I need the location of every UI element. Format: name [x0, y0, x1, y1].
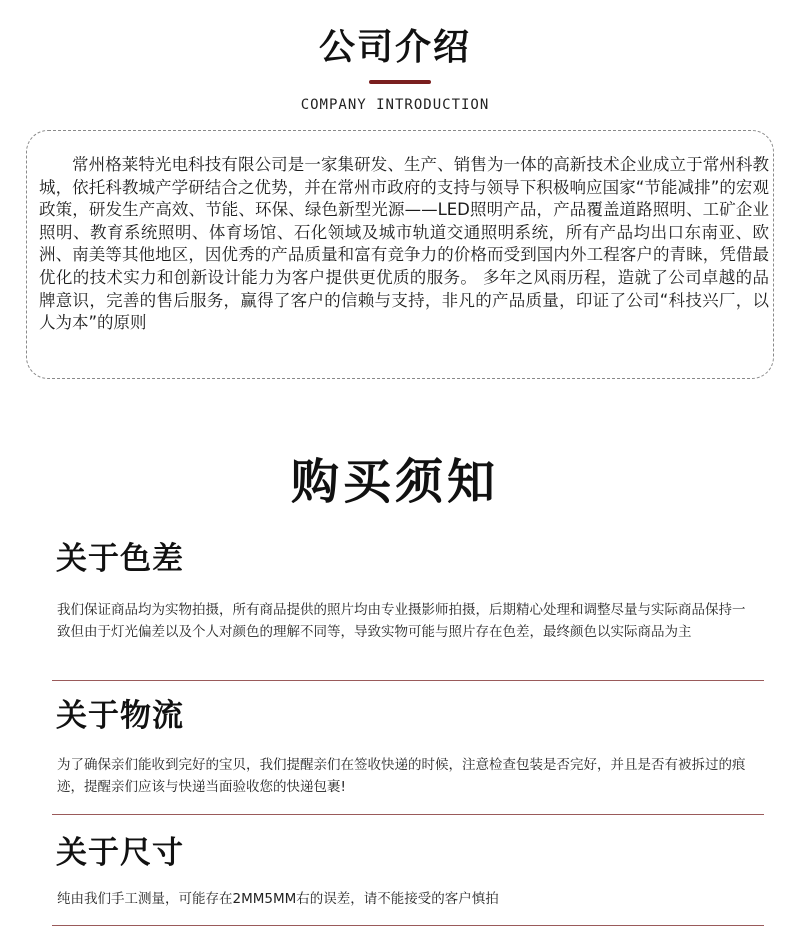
size-text: 纯由我们手工测量，可能存在2MM5MM右的误差，请不能接受的客户慎拍 [57, 891, 499, 907]
size-heading: 关于尺寸 [56, 835, 184, 871]
color-difference-heading: 关于色差 [56, 541, 184, 577]
company-intro-title: 公司介绍 [318, 27, 471, 68]
company-intro-text: 常州格莱特光电科技有限公司是一家集研发、生产、销售为一体的高新技术企业成立于常州科教城，依托科教城产学研结合之优势，并在常州市政府的支持与领导下积极响应国家“节能减排”的宏观政策，研发生产高效、节能、环保、绿色新型光源——LED照明产品，产品覆盖道路照明、工矿企业照明、教育系统照明、体育场馆、石化领域及城市轨道交通照明系统，所有产品均出口东南亚、欧洲、南美等其他地区，因优秀的产品质量和富有竞争力的价格而受到国内外工程客户的青睐，凭借最优化的技术实力和创新设计能力为客户提供更优质的服务。 多年之风雨历程，造就了公司卓越的品牌意识，完善的售后服务，赢得了客户的信赖与支持，非凡的产品质量，印证了公司“科技兴厂，以人为本”的原则 [39, 155, 769, 333]
purchase-notice-title: 购买须知 [290, 454, 499, 510]
company-intro-subtitle: COMPANY INTRODUCTION [300, 97, 490, 113]
section-divider [52, 814, 764, 815]
title-underline [369, 80, 431, 84]
section-divider [52, 680, 764, 681]
section-divider [52, 925, 764, 926]
logistics-text: 为了确保亲们能收到完好的宝贝，我们提醒亲们在签收快递的时候，注意检查包装是否完好，并且是否有被拆过的痕迹，提醒亲们应该与快递当面验收您的快递包裹! [57, 757, 746, 795]
logistics-heading: 关于物流 [56, 698, 184, 734]
color-difference-text: 我们保证商品均为实物拍摄，所有商品提供的照片均由专业摄影师拍摄，后期精心处理和调整尽量与实际商品保持一致但由于灯光偏差以及个人对颜色的理解不同等，导致实物可能与照片存在色差，最终颜色以实际商品为主 [57, 602, 746, 640]
